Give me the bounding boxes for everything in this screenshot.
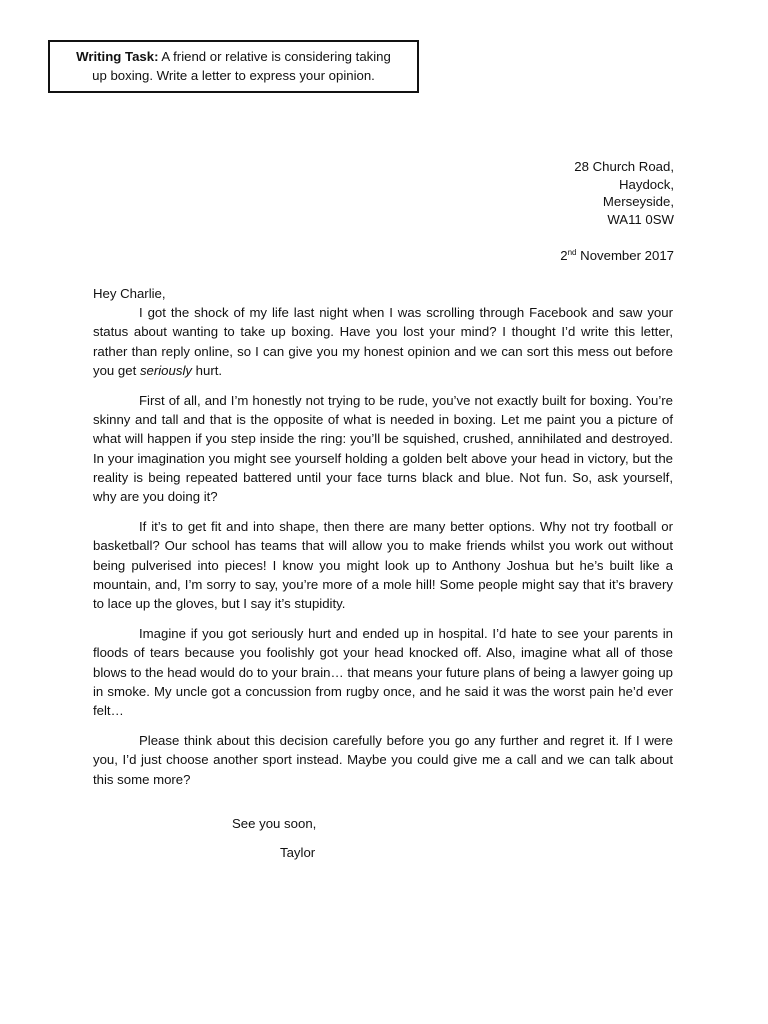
letter-date [560,247,674,265]
letter-body [93,284,673,800]
date-suffix: nd [567,248,577,257]
paragraph-3: If it’s to get fit and into shape, then there are many better options. Why not try football or basketball? Our school has teams that will allow you to make friends whilst you work out without being pulverised into pieces! I know you might look up to Anthony Joshua but he’s built like a mountain, and, I’m sorry to say, you’re more of a mole hill! Some people might say that it’s bravery to lace up the gloves, but I say it’s stupidity. [93,519,673,612]
paragraph-1-text: I got the shock of my life last night when I was scrolling through Facebook and saw your status about wanting to take up boxing. Have you lost your mind? I thought I’d write this letter, rather than reply online, so I can give you my honest opinion and we can sort this mess out before you get [93,305,673,378]
writing-task-box [48,40,419,93]
address-line-4: WA11 0SW [607,211,674,227]
writing-task-line-2: up boxing. Write a letter to express your opinion. [92,68,375,83]
sign-off: See you soon, [232,816,317,831]
signature-name: Taylor [280,845,316,860]
sender-address [574,158,674,228]
paragraph-5: Please think about this decision carefully before you go any further and regret it. If I were you, I’d just choose another sport instead. Maybe you could give me a call and we can talk about this some more? [93,733,673,787]
address-line-3: Merseyside, [602,194,674,209]
writing-task-line-1 [50,47,417,66]
address-line-1: 28 Church Road, [574,159,674,174]
writing-task-label: Writing Task: [76,49,159,64]
paragraph-1-emphasis: seriously [139,362,192,378]
greeting: Hey Charlie, [93,286,166,301]
paragraph-2: First of all, and I’m honestly not trying to be rude, you’ve not exactly built for boxing. You’re skinny and tall and that is the opposite of what is needed in boxing. Let me paint you a picture of what will happen if you step inside the ring: you’ll be squished, crushed, annihilated and destroyed. In your imagination you might see yourself holding a golden belt above your head in victory, but the reality is being repeated battered until your face turns black and blue. Not fun. So, ask yourself, why are you doing it? [93,393,673,505]
date-rest: November 2017 [576,248,674,263]
paragraph-1 [93,303,673,380]
writing-task-text-1: A friend or relative is considering taking [158,49,391,64]
date-day: 2 [560,248,568,263]
paragraph-1-end: hurt. [191,362,223,378]
paragraph-4: Imagine if you got seriously hurt and ended up in hospital. I’d hate to see your parents in floods of tears because you foolishly got your head knocked off. Also, imagine what all of those blows to the head would do to your brain… that means your future plans of being a lawyer going up in smoke. My uncle got a concussion from rugby once, and he said it was the worst pain he’d ever felt… [93,626,673,719]
address-line-2: Haydock, [619,176,674,192]
